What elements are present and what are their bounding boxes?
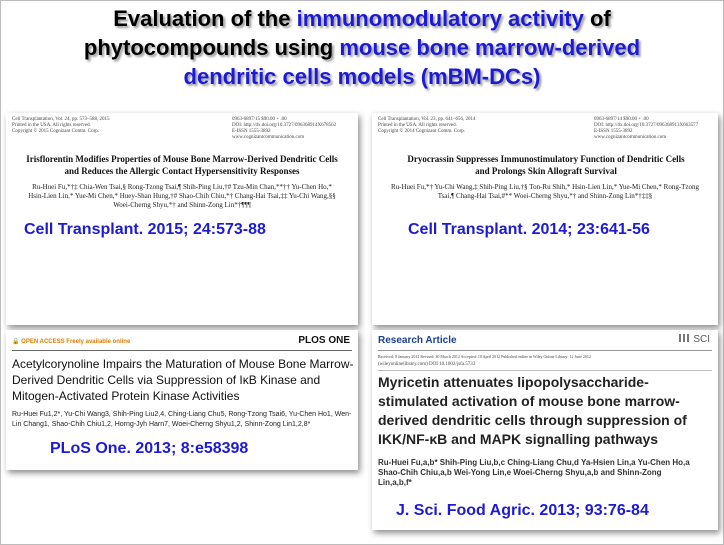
paper-authors: Ru-Huei Fu,*†‡ Chia-Wen Tsai,§ Rong-Tzong Tsai,¶ Shih-Ping Liu,†# Tzu-Min Chan,**†† Yu-Chen Ho,* Hsin-Lien Lin,* Yue-Mi Chen,* Huey-Shan Hung,†# Shao-Chih Chiu,*† Chang-Hai Tsai,‡‡ Yu-Chi Wang,§§ Woei-Cherng Shyu,*† and Shinn-Zong Lin*†¶¶¶ — [28, 183, 336, 209]
research-article-label: Research Article — [378, 335, 457, 346]
title-line-3: dendritic cells models (mBM-DCs) — [183, 64, 541, 89]
citation-plos-one-2013: PLoS One. 2013; 8:e58398 — [50, 440, 249, 457]
paper-header-right: 0963-6897/14 $90.00 + .00 DOI: http://dx.doi.org/10.3727/096368913X663577 E-ISSN 1555-3892 www.cognizantcommunication.com — [594, 117, 699, 140]
plos-one-logo: PLOS ONE — [298, 335, 350, 346]
header-rule — [12, 350, 352, 351]
header-rule — [378, 350, 712, 351]
paper-title: Dryocrassin Suppresses Immunostimulatory Function of Dendritic Cells and Prolongs Skin Allograft Survival — [407, 154, 685, 176]
sci-logo: SCI — [679, 334, 710, 345]
open-access-icon: 🔓 — [12, 339, 20, 345]
paper-title: Irisflorentin Modifies Properties of Mouse Bone Marrow-Derived Dendritic Cells and Reduces the Allergic Contact Hypersensitivity Responses — [26, 154, 338, 176]
paper-dryocrassin-screenshot — [372, 113, 718, 325]
slide-title — [0, 4, 724, 91]
paper-title: Acetylcorynoline Impairs the Maturation of Mouse Bone Marrow-Derived Dendritic Cells via Suppression of IκB Kinase and Mitogen-Activated Protein Kinase Activities — [12, 357, 354, 403]
paper-header-left: Cell Transplantation, Vol. 24, pp. 573–588, 2015 Printed in the USA. All rights reserved. Copyright © 2015 Cognizant Comm. Corp. — [12, 117, 110, 134]
doi-rule — [378, 370, 712, 371]
paper-authors: Ru-Huei Fu,*† Yu-Chi Wang,‡ Shih-Ping Liu,†§ Ton-Ru Shih,* Hsin-Lien Lin,* Yue-Mi Chen,* Rong-Tzong Tsai,¶ Chang-Hai Tsai,#** Woei-Cherng Shyu,*† and Shinn-Zong Lin*†‡‡§ — [390, 183, 700, 200]
paper-authors: Ru-Huei Fu1,2*, Yu-Chi Wang3, Shih-Ping Liu2,4, Ching-Liang Chu5, Rong-Tzong Tsai6, Yu-Chen Ho1, Wen-Lin Chang1, Shao-Chih Chiu1,2, Horng-Jyh Harn7, Woei-Cherng Shyu1,2, Shinn-Zong Lin1,2,8* — [12, 411, 352, 428]
citation-cell-transplant-2015: Cell Transplant. 2015; 24:573-88 — [24, 221, 266, 238]
sci-bars-icon — [679, 334, 691, 342]
title-line-2: phytocompounds using mouse bone marrow-derived — [83, 35, 641, 60]
paper-myricetin-screenshot — [372, 330, 718, 530]
citation-cell-transplant-2014: Cell Transplant. 2014; 23:641-56 — [408, 221, 650, 238]
paper-title: Myricetin attenuates lipopolysaccharide-stimulated activation of mouse bone marrow-derived dendritic cells through suppression of IKK/NF-κB and MAPK signalling pathways — [378, 374, 687, 447]
paper-authors: Ru-Huei Fu,a,b* Shih-Ping Liu,b,c Ching-Liang Chu,d Ya-Hsien Lin,a Yu-Chen Ho,a Shao-Chih Chiu,a,b Wei-Yong Lin,e Woei-Cherng Shyu,a,b and Shinn-Zong Lin,a,b,f* — [378, 458, 690, 487]
citation-j-sci-food-agric-2013: J. Sci. Food Agric. 2013; 93:76-84 — [396, 502, 649, 519]
paper-irisflorentin-screenshot — [6, 113, 358, 325]
paper-acetylcorynoline-screenshot — [6, 330, 358, 470]
open-access-line: 🔓 OPEN ACCESS Freely available online — [12, 339, 131, 345]
paper-header-right: 0963-6897/15 $90.00 + .00 DOI: http://dx.doi.org/10.3727/096368914X678562 E-ISSN 1555-3892 www.cognizantcommunication.com — [232, 117, 337, 140]
title-line-1: Evaluation of the immunomodulatory activity of — [113, 6, 611, 31]
paper-header-left: Cell Transplantation, Vol. 23, pp. 641–656, 2014 Printed in the USA. All rights reserved. Copyright © 2014 Cognizant Comm. Corp. — [378, 117, 476, 134]
article-doi: (wileyonlinelibrary.com) DOI 10.1002/jsfa.5733 — [378, 362, 476, 367]
article-dates: Received: 8 January 2012 Revised: 30 March 2012 Accepted: 10 April 2012 Published online in Wiley Online Library: 12 June 2012 — [378, 354, 591, 359]
